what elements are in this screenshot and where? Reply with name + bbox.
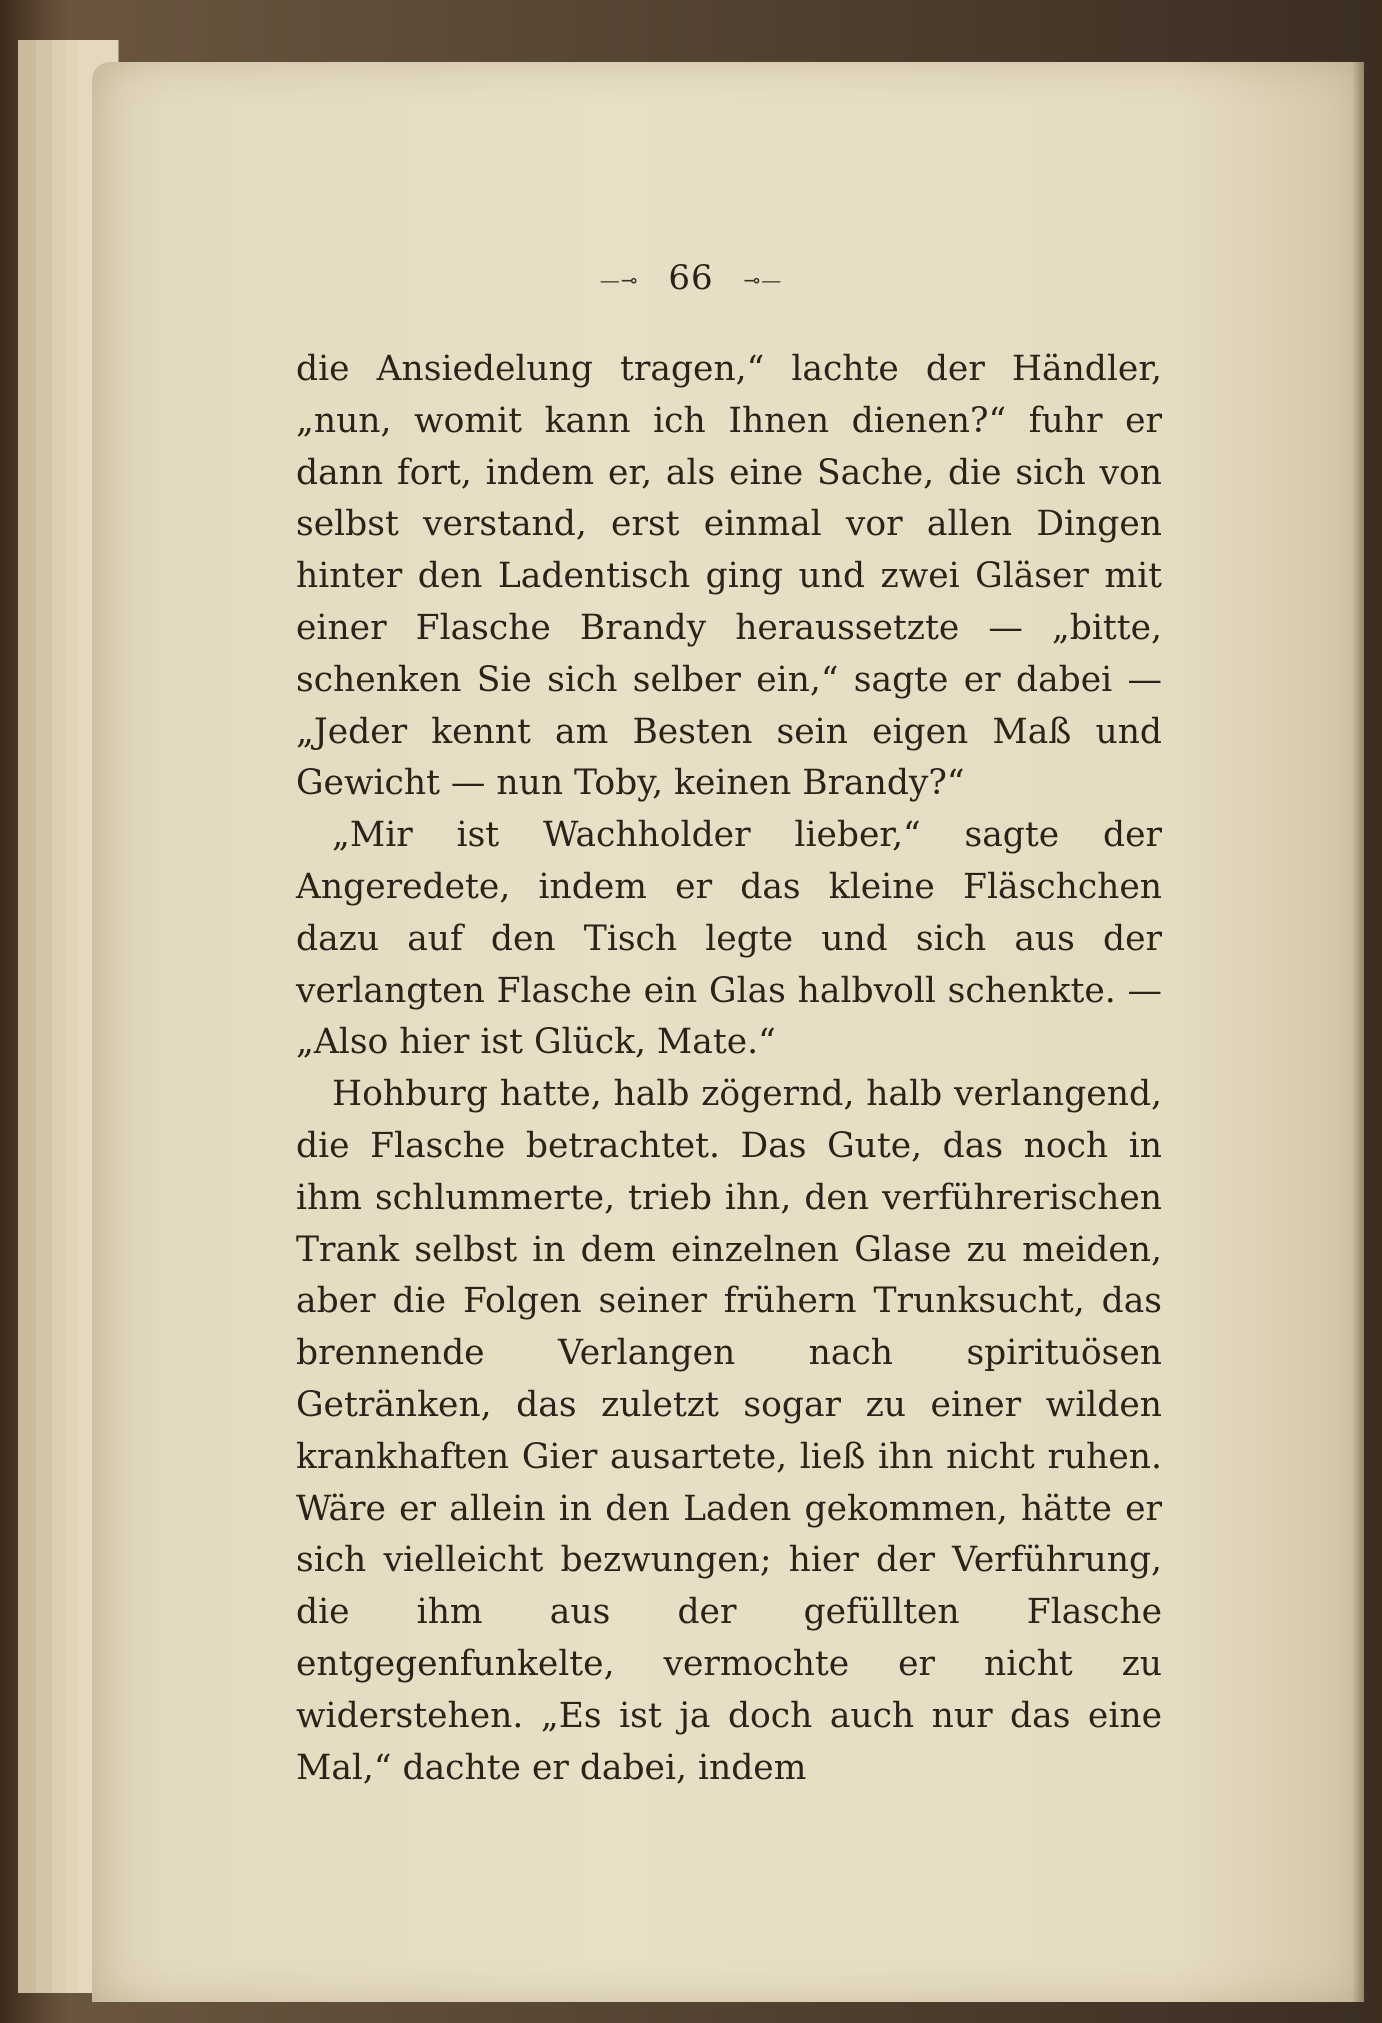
body-text xyxy=(296,344,1162,1794)
binding-shadow xyxy=(1352,0,1382,2023)
paragraph: die Ansiedelung tragen,“ lachte der Händler, „nun, womit kann ich Ihnen dienen?“ fuhr er dann fort, indem er, als eine Sache, die sich von selbst verstand, erst einmal vor allen Dingen hinter den Ladentisch ging und zwei Gläser mit einer Flasche Brandy heraussetzte — „bitte, schenken Sie sich selber ein,“ sagte er dabei — „Jeder kennt am Besten sein eigen Maß und Gewicht — nun Toby, keinen Brandy?“ xyxy=(296,349,1162,804)
ornament-left: —⊸ xyxy=(599,268,639,292)
paragraph: Hohburg hatte, halb zögernd, halb verlangend, die Flasche betrachtet. Das Gute, das noch in ihm schlummerte, trieb ihn, den verführerischen Trank selbst in dem einzelnen Glase zu meiden, aber die Folgen seiner frühern Trunksucht, das brennende Verlangen nach spirituösen Getränken, das zuletzt sogar zu einer wilden krankhaften Gier ausartete, ließ ihn nicht ruhen. Wäre er allein in den Laden gekommen, hätte er sich vielleicht bezwungen; hier der Verführung, die ihm aus der gefüllten Flasche entgegenfunkelte, vermochte er nicht zu widerstehen. „Es ist ja doch auch nur das eine Mal,“ dachte er dabei, indem xyxy=(296,1074,1162,1788)
paragraph: „Mir ist Wachholder lieber,“ sagte der Angeredete, indem er das kleine Fläschchen dazu auf den Tisch legte und sich aus der verlangten Flasche ein Glas halbvoll schenkte. — „Also hier ist Glück, Mate.“ xyxy=(296,815,1162,1063)
ornament-right: ⊸— xyxy=(743,268,783,292)
page-number: 66 xyxy=(668,258,714,298)
page-header xyxy=(0,258,1382,298)
